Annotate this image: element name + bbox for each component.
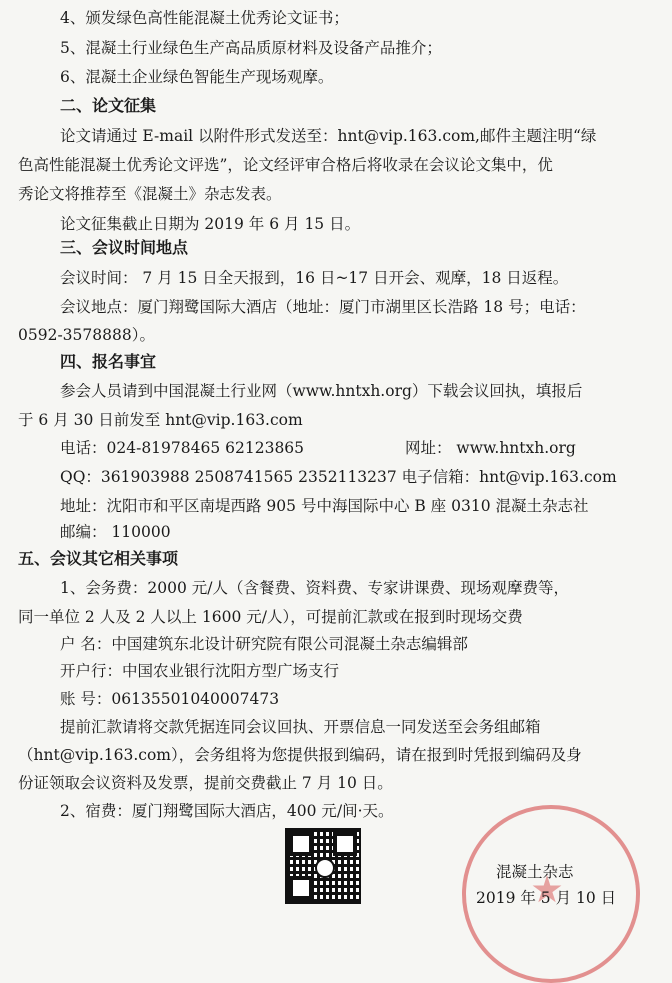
text-line: 户 名：中国建筑东北设计研究院有限公司混凝土杂志编辑部: [60, 635, 468, 653]
text-line: 会议时间： 7 月 15 日全天报到，16 日~17 日开会、观摩，18 日返程。: [60, 269, 569, 287]
text-line: QQ：361903988 2508741565 2352113237 电子信箱：hnt@vip.163.com: [60, 468, 617, 486]
section-heading: 四、报名事宜: [60, 352, 157, 371]
text-line: 提前汇款请将交款凭据连同会议回执、开票信息一同发送至会务组邮箱: [60, 718, 541, 736]
text-line: 6、混凝土企业绿色智能生产现场观摩。: [60, 68, 334, 86]
section-heading: 三、会议时间地点: [60, 238, 189, 257]
text-line: 论文征集截止日期为 2019 年 6 月 15 日。: [60, 215, 361, 233]
text-line: 参会人员请到中国混凝土行业网（www.hntxh.org）下载会议回执，填报后: [60, 382, 583, 400]
text-line: 2、宿费：厦门翔鹭国际大酒店，400 元/间·天。: [60, 802, 394, 820]
text-line: 会议地点：厦门翔鹭国际大酒店（地址：厦门市湖里区长浩路 18 号；电话：: [60, 298, 586, 316]
text-line: 2019 年 5 月 10 日: [476, 889, 617, 907]
text-line: 混凝土杂志: [496, 863, 574, 881]
text-line: 账 号：06135501040007473: [60, 690, 280, 708]
section-heading: 五、会议其它相关事项: [18, 549, 179, 568]
text-line: （hnt@vip.163.com），会务组将为您提供报到编码，请在报到时凭报到编码及身: [18, 746, 582, 764]
text-line: 论文请通过 E-mail 以附件形式发送至：hnt@vip.163.com,邮件主题注明“绿: [60, 127, 597, 145]
text-line: 网址： www.hntxh.org: [405, 439, 576, 457]
text-line: 色高性能混凝土优秀论文评选”，论文经评审合格后将收录在会议论文集中，优: [18, 156, 553, 174]
text-line: 0592-3578888）。: [18, 326, 155, 344]
text-line: 份证领取会议资料及发票，提前交费截止 7 月 10 日。: [18, 774, 393, 792]
text-line: 于 6 月 30 日前发至 hnt@vip.163.com: [18, 411, 303, 429]
text-line: 开户行：中国农业银行沈阳方型广场支行: [60, 662, 340, 680]
text-line: 4、颁发绿色高性能混凝土优秀论文证书；: [60, 9, 349, 27]
text-line: 秀论文将推荐至《混凝土》杂志发表。: [18, 185, 282, 203]
text-line: 电话：024-81978465 62123865: [60, 439, 305, 457]
text-line: 5、混凝土行业绿色生产高品质原材料及设备产品推介；: [60, 39, 442, 57]
text-line: 邮编： 110000: [60, 523, 171, 541]
text-line: 1、会务费：2000 元/人（含餐费、资料费、专家讲课费、现场观摩费等，: [60, 579, 569, 597]
text-line: 同一单位 2 人及 2 人以上 1600 元/人），可提前汇款或在报到时现场交费: [18, 608, 523, 626]
text-line: 地址：沈阳市和平区南堤西路 905 号中海国际中心 B 座 0310 混凝土杂志社: [60, 497, 589, 515]
section-heading: 二、论文征集: [60, 96, 157, 115]
qr-code: [285, 828, 361, 904]
